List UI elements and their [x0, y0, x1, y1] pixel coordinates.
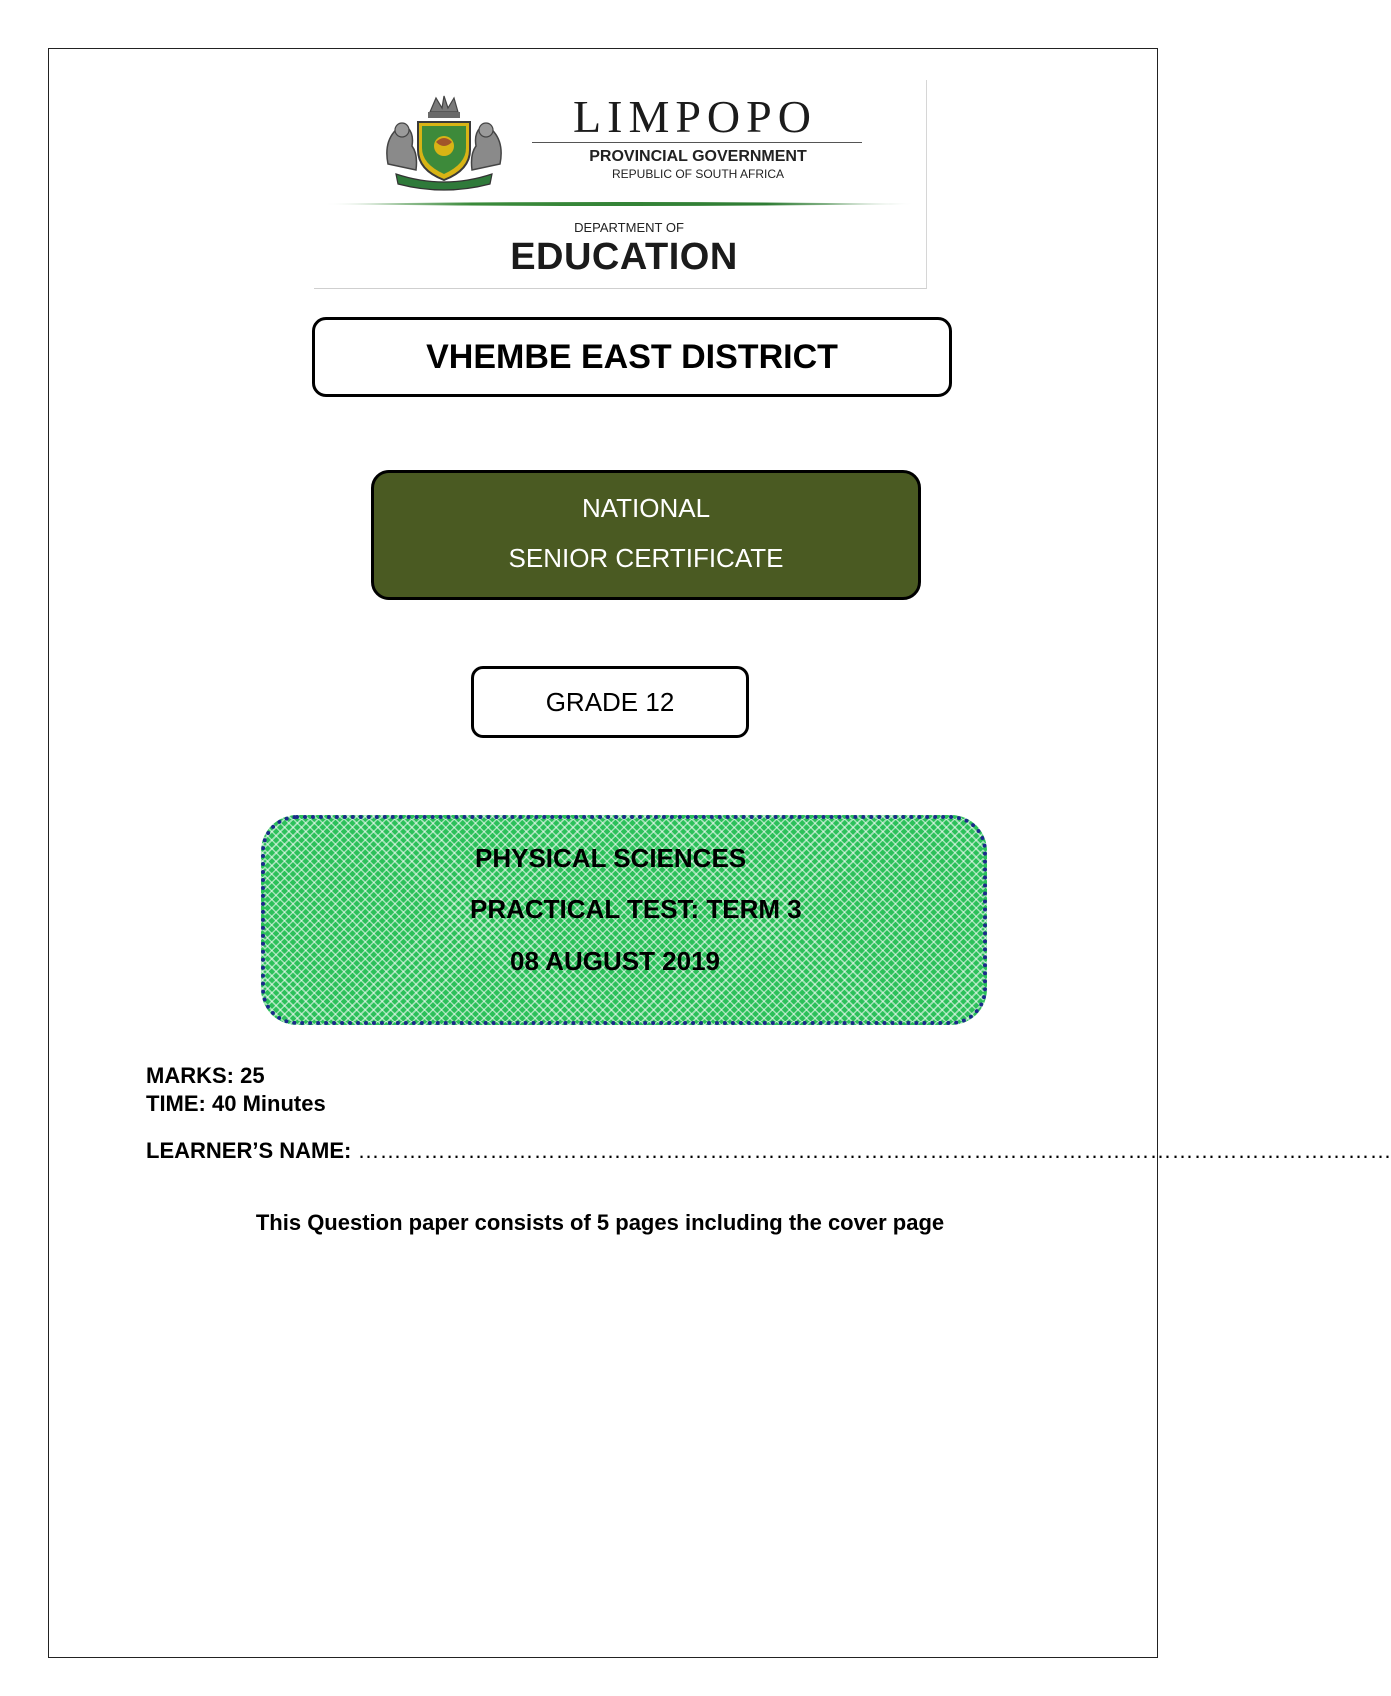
brand-wordmark: LIMPOPO [573, 91, 817, 142]
learner-name-line [146, 1138, 1391, 1164]
subject-name: PHYSICAL SCIENCES [475, 843, 747, 873]
marks-value: 25 [240, 1063, 265, 1088]
time-value: 40 Minutes [212, 1091, 326, 1116]
certificate-line-2: SENIOR CERTIFICATE [508, 543, 784, 573]
coat-of-arms-icon [378, 94, 510, 190]
time-line [146, 1091, 326, 1117]
learner-name-label: LEARNER’S NAME: [146, 1138, 352, 1163]
green-divider [324, 201, 914, 207]
subject-banner [261, 815, 987, 1025]
grade-label: GRADE 12 [471, 666, 749, 738]
marks-line [146, 1063, 265, 1089]
marks-label: MARKS: [146, 1063, 234, 1088]
certificate-banner [371, 470, 921, 600]
education-text: EDUCATION [510, 236, 738, 278]
time-label: TIME: [146, 1091, 206, 1116]
learner-name-blank: …………………………………………………………………………………………………………………………… [357, 1138, 1391, 1163]
limpopo-education-logo [314, 80, 927, 289]
wordmark-rule [532, 142, 862, 143]
provincial-government-text: PROVINCIAL GOVERNMENT [589, 148, 807, 165]
district-title: VHEMBE EAST DISTRICT [312, 317, 952, 397]
certificate-line-1: NATIONAL [581, 493, 711, 523]
test-name: PRACTICAL TEST: TERM 3 [470, 894, 802, 924]
page-count-note: This Question paper consists of 5 pages including the cover page [255, 1210, 945, 1235]
department-of-text: DEPARTMENT OF [574, 220, 684, 235]
exam-date: 08 AUGUST 2019 [510, 946, 721, 976]
republic-text: REPUBLIC OF SOUTH AFRICA [611, 167, 785, 181]
